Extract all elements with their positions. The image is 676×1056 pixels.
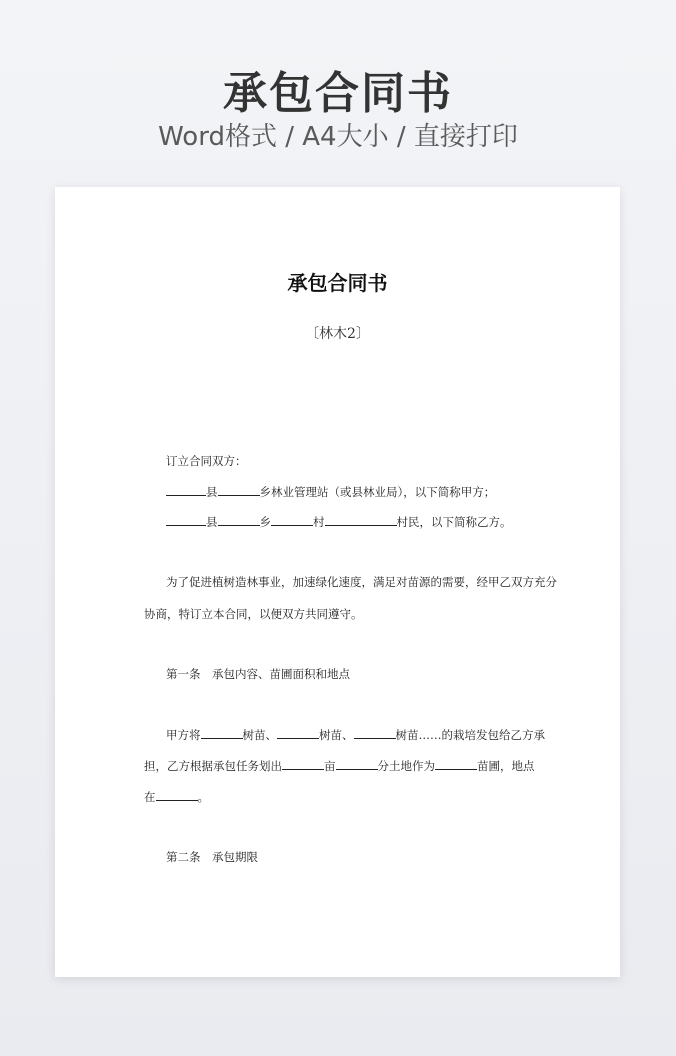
party-a-line [166, 484, 495, 500]
party-b-township-label: 乡 [259, 515, 271, 529]
blank-field [282, 758, 324, 770]
document-subtitle: 〔林木2〕 [305, 326, 370, 342]
banner-title: 承包合同书 [223, 68, 453, 119]
article-1-text: 苗圃，地点 [477, 759, 535, 773]
party-a-suffix: 乡林业管理站（或县林业局），以下简称甲方； [259, 485, 496, 499]
blank-field [166, 484, 206, 496]
article-1-text: 甲方将 [166, 728, 201, 742]
party-b-line [166, 514, 512, 530]
blank-field [156, 789, 198, 801]
intro-line-2: 协商，特订立本合同，以便双方共同遵守。 [144, 607, 363, 621]
article-1-text: 亩 [324, 759, 336, 773]
article-1-title: 第一条 承包内容、苗圃面积和地点 [166, 667, 350, 681]
blank-field [201, 727, 243, 739]
article-2-title: 第二条 承包期限 [166, 850, 258, 864]
article-1-line-3 [144, 789, 209, 805]
article-1-text: 树苗、 [319, 728, 354, 742]
party-b-suffix: 村民，以下简称乙方。 [396, 515, 512, 529]
blank-field [325, 514, 397, 526]
article-1-text: 在 [144, 790, 156, 804]
blank-field [354, 727, 396, 739]
parties-heading: 订立合同双方： [166, 454, 247, 468]
article-1-text: 分土地作为 [377, 759, 435, 773]
article-1-text: 树苗……的栽培发包给乙方承 [395, 728, 545, 742]
blank-field [336, 758, 378, 770]
document-page [55, 187, 620, 977]
document-title: 承包合同书 [287, 271, 388, 295]
banner-subtitle: Word格式 / A4大小 / 直接打印 [158, 122, 518, 152]
article-1-text: 担，乙方根据承包任务划出 [144, 759, 282, 773]
article-1-line-2 [144, 758, 535, 774]
blank-field [218, 514, 260, 526]
blank-field [218, 484, 260, 496]
party-a-county-label: 县 [206, 485, 218, 499]
blank-field [271, 514, 313, 526]
article-1-text: 。 [197, 790, 209, 804]
blank-field [277, 727, 319, 739]
blank-field [435, 758, 477, 770]
article-1-text: 树苗、 [242, 728, 277, 742]
article-1-line-1 [166, 727, 545, 743]
intro-line-1: 为了促进植树造林事业，加速绿化速度，满足对苗源的需要，经甲乙双方充分 [166, 575, 557, 589]
party-b-village-label: 村 [313, 515, 325, 529]
blank-field [166, 514, 206, 526]
party-b-county-label: 县 [206, 515, 218, 529]
